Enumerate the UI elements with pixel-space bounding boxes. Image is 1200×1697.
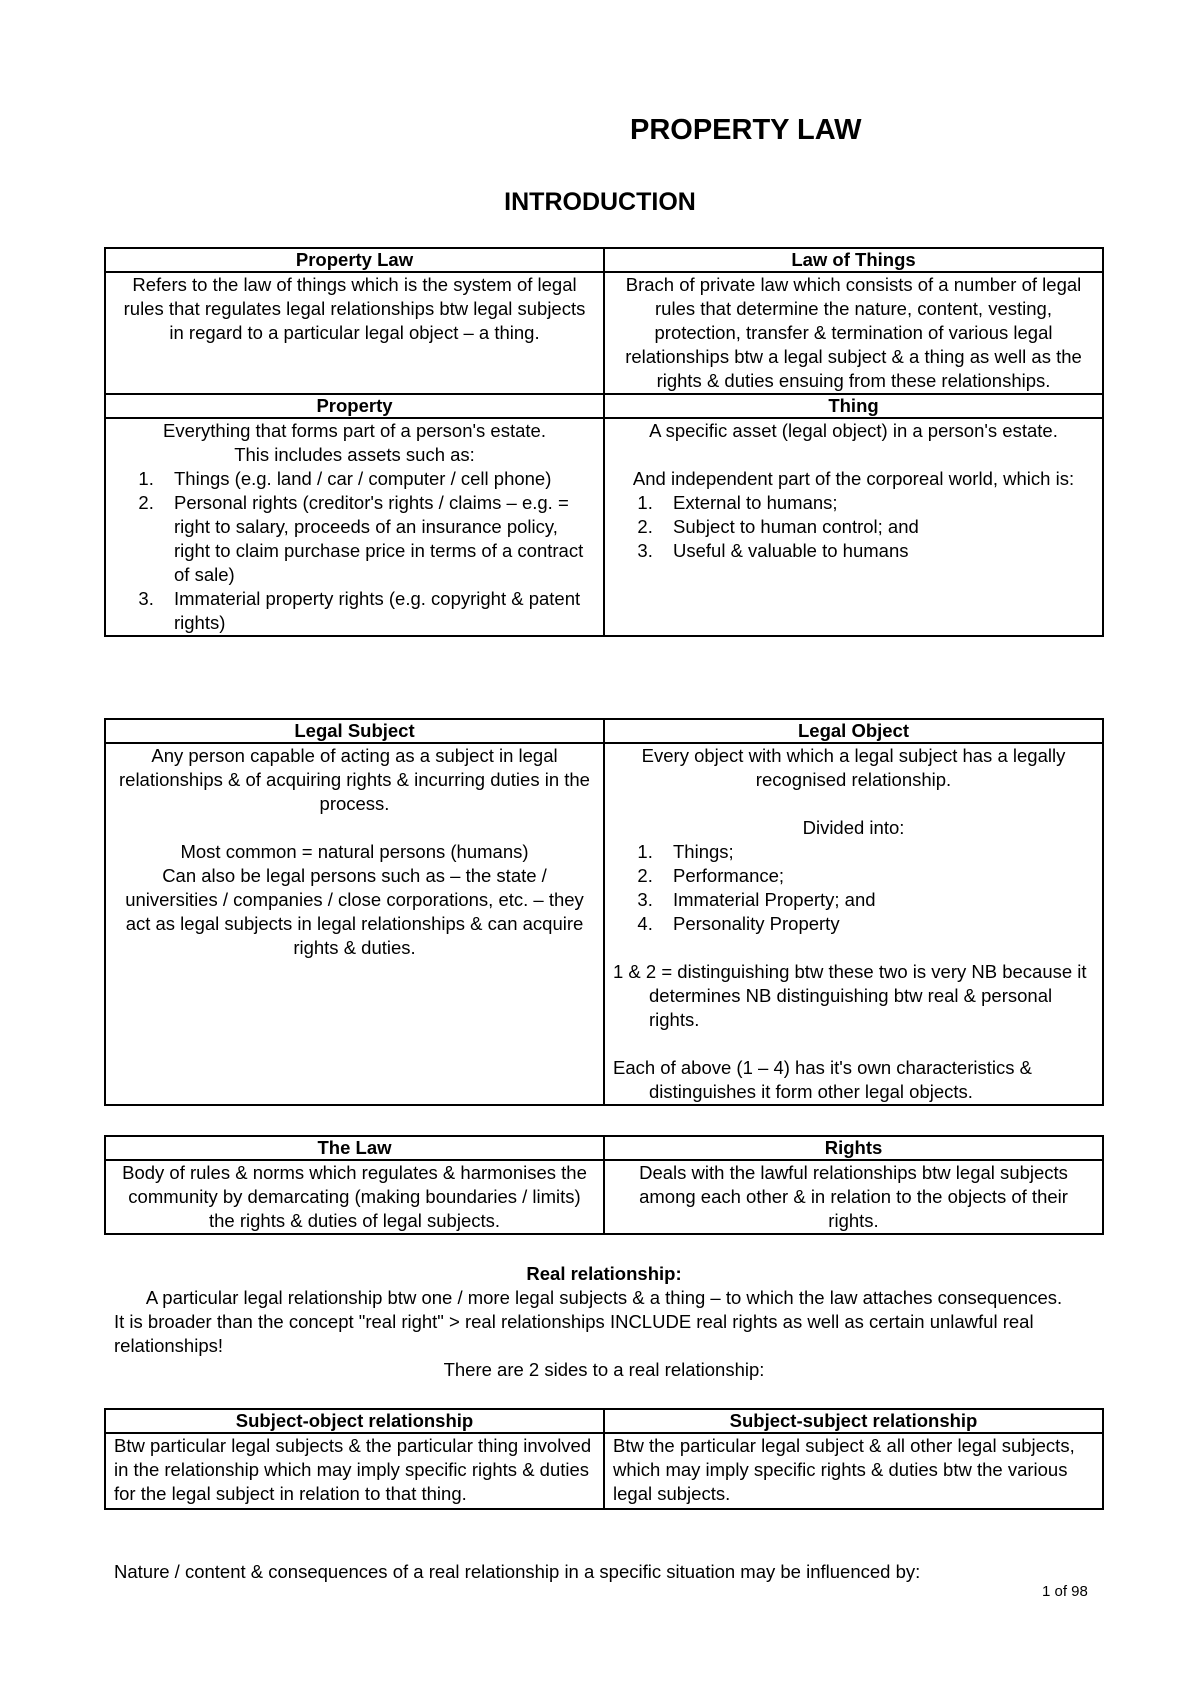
- list-item: 2. Subject to human control; and: [658, 515, 1094, 539]
- legal-subject-header: Legal Subject: [105, 719, 604, 743]
- thing-list: [613, 491, 1094, 563]
- legal-object-cell: [604, 743, 1103, 1105]
- subject-object-header: Subject-object relationship: [105, 1409, 604, 1433]
- thing-cell: [604, 418, 1103, 636]
- subject-subject-cell: [604, 1433, 1103, 1509]
- subject-subject-text: Btw the particular legal subject & all other legal subjects, which may imply specific rights & duties btw the various legal subjects.: [613, 1435, 1075, 1504]
- property-law-cell: [105, 272, 604, 394]
- legal-subject-paragraph: Most common = natural persons (humans): [180, 841, 529, 862]
- closing-paragraph: Nature / content & consequences of a real relationship in a specific situation may be influenced by:: [114, 1561, 921, 1582]
- legal-object-paragraph: Every object with which a legal subject has a legally recognised relationship.: [641, 745, 1066, 790]
- thing-intro-1: A specific asset (legal object) in a person's estate.: [649, 420, 1058, 441]
- thing-header: Thing: [604, 394, 1103, 418]
- list-item: 1. Things;: [658, 840, 1094, 864]
- list-item: 2. Personal rights (creditor's rights / claims – e.g. = right to salary, proceeds of an insurance policy, right to claim purchase price in terms of a contract of sale): [159, 491, 595, 587]
- list-item: 1. Things (e.g. land / car / computer / cell phone): [159, 467, 595, 491]
- real-relationship-section: [114, 1262, 1094, 1382]
- law-rights-table: [104, 1135, 1104, 1235]
- the-law-header: The Law: [105, 1136, 604, 1160]
- legal-object-note: 1 & 2 = distinguishing btw these two is very NB because it determines NB distinguishing btw real & personal rights.: [613, 961, 1087, 1030]
- legal-object-note: Each of above (1 – 4) has it's own characteristics & distinguishes it form other legal objects.: [613, 1057, 1032, 1102]
- law-of-things-text: Brach of private law which consists of a number of legal rules that determine the nature, content, vesting, protection, transfer & termination of various legal relationships btw a legal subject & a thing as well as the rights & duties ensuing from these relationships.: [625, 274, 1082, 391]
- page-number: 1 of 98: [1042, 1583, 1088, 1600]
- real-relationship-sides: There are 2 sides to a real relationship:: [443, 1359, 765, 1380]
- the-law-text: Body of rules & norms which regulates & harmonises the community by demarcating (making boundaries / limits) the rights & duties of legal subjects.: [122, 1162, 587, 1231]
- legal-object-list: [613, 840, 1094, 936]
- real-relationship-heading: Real relationship:: [526, 1263, 682, 1284]
- section-heading: INTRODUCTION: [504, 188, 696, 216]
- relationship-sides-table: [104, 1408, 1104, 1510]
- law-of-things-cell: [604, 272, 1103, 394]
- property-law-text: Refers to the law of things which is the system of legal rules that regulates legal relationships btw legal subjects in regard to a particular legal object – a thing.: [123, 274, 586, 343]
- subject-object-cell: [105, 1433, 604, 1509]
- real-relationship-definition: A particular legal relationship btw one / more legal subjects & a thing – to which the law attaches consequences.: [145, 1287, 1063, 1308]
- rights-cell: [604, 1160, 1103, 1234]
- legal-object-header: Legal Object: [604, 719, 1103, 743]
- list-item: 4. Personality Property: [658, 912, 1094, 936]
- legal-object-paragraph: Divided into:: [802, 817, 905, 838]
- subject-object-text: Btw particular legal subjects & the particular thing involved in the relationship which may imply specific rights & duties for the legal subject in relation to that thing.: [114, 1435, 592, 1504]
- list-item: 1. External to humans;: [658, 491, 1094, 515]
- definitions-table: [104, 247, 1104, 637]
- list-item: 2. Performance;: [658, 864, 1094, 888]
- real-relationship-broader: It is broader than the concept "real right" > real relationships INCLUDE real rights as well as certain unlawful real relationships!: [114, 1311, 1034, 1356]
- legal-subject-object-table: [104, 718, 1104, 1106]
- legal-subject-paragraph: Can also be legal persons such as – the state / universities / companies / close corporations, etc. – they act as legal subjects in legal relationships & can acquire rights & duties.: [125, 865, 584, 958]
- property-header: Property: [105, 394, 604, 418]
- subject-subject-header: Subject-subject relationship: [604, 1409, 1103, 1433]
- law-of-things-header: Law of Things: [604, 248, 1103, 272]
- document-title: PROPERTY LAW: [630, 114, 862, 146]
- property-intro-1: Everything that forms part of a person's estate.: [163, 420, 546, 441]
- thing-intro-2: And independent part of the corporeal world, which is:: [632, 468, 1075, 489]
- rights-header: Rights: [604, 1136, 1103, 1160]
- property-list: [114, 467, 595, 635]
- the-law-cell: [105, 1160, 604, 1234]
- property-cell: [105, 418, 604, 636]
- property-intro-2: This includes assets such as:: [234, 444, 475, 465]
- list-item: 3. Immaterial property rights (e.g. copyright & patent rights): [159, 587, 595, 635]
- list-item: 3. Useful & valuable to humans: [658, 539, 1094, 563]
- legal-subject-cell: [105, 743, 604, 1105]
- legal-subject-paragraph: Any person capable of acting as a subject in legal relationships & of acquiring rights & incurring duties in the process.: [119, 745, 590, 814]
- property-law-header: Property Law: [105, 248, 604, 272]
- rights-text: Deals with the lawful relationships btw legal subjects among each other & in relation to the objects of their rights.: [639, 1162, 1068, 1231]
- list-item: 3. Immaterial Property; and: [658, 888, 1094, 912]
